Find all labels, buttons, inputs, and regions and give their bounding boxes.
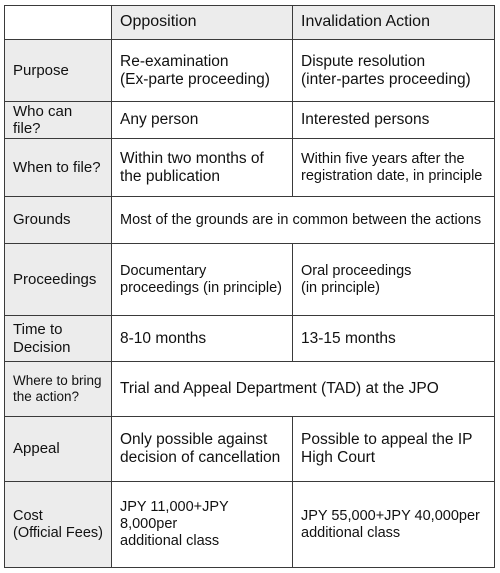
cell-appeal-opposition — [112, 417, 293, 482]
comparison-table — [4, 5, 495, 568]
table-row-who-can-file — [5, 102, 495, 139]
row-label-text: Time to Decision — [13, 321, 71, 356]
row-label-appeal — [5, 417, 112, 482]
cell-proceedings-invalidation — [293, 244, 495, 316]
cell-cost-opposition — [112, 482, 293, 568]
cell-where-combined — [112, 362, 495, 417]
table-row-proceedings — [5, 244, 495, 316]
table-row-cost — [5, 482, 495, 568]
row-label-text: Proceedings — [13, 270, 97, 288]
row-label-text: Cost (Official Fees) — [13, 507, 103, 541]
table-row-appeal — [5, 417, 495, 482]
row-label-text: When to file? — [13, 158, 101, 176]
cell-time-opposition — [112, 316, 293, 362]
cell-time-invalidation — [293, 316, 495, 362]
row-label-text: Grounds — [13, 211, 71, 229]
cell-grounds-combined — [112, 197, 495, 244]
row-label-cost — [5, 482, 112, 568]
table-row-grounds — [5, 197, 495, 244]
table-row-when-to-file — [5, 139, 495, 197]
cell-text: JPY 11,000+JPY 8,000per additional class — [120, 499, 229, 549]
row-label-where-to-bring — [5, 362, 112, 417]
cell-when-opposition — [112, 139, 293, 197]
cell-text: Most of the grounds are in common between the actions — [120, 211, 482, 228]
header-row — [5, 6, 495, 40]
cell-text: Re-examination (Ex-parte proceeding) — [120, 52, 270, 88]
cell-text: Any person — [120, 111, 199, 129]
row-label-text: Purpose — [13, 61, 69, 79]
cell-who-opposition — [112, 102, 293, 139]
table-row-purpose — [5, 40, 495, 102]
column-header-invalidation: Invalidation Action — [293, 6, 495, 40]
cell-when-invalidation — [293, 139, 495, 197]
cell-text: 13-15 months — [301, 329, 396, 347]
cell-purpose-invalidation — [293, 40, 495, 102]
cell-text: Trial and Appeal Department (TAD) at the JPO — [120, 380, 439, 398]
row-label-proceedings — [5, 244, 112, 316]
row-label-text: Who can file? — [13, 102, 73, 137]
cell-proceedings-opposition — [112, 244, 293, 316]
corner-cell — [5, 6, 112, 40]
cell-text: Only possible against decision of cancellation — [120, 431, 281, 466]
cell-text: JPY 55,000+JPY 40,000per additional class — [301, 507, 480, 541]
table-row-time-to-decision — [5, 316, 495, 362]
row-label-text: Appeal — [13, 440, 60, 458]
cell-purpose-opposition — [112, 40, 293, 102]
cell-appeal-invalidation — [293, 417, 495, 482]
row-label-text: Where to bring the action? — [13, 373, 102, 404]
row-label-grounds — [5, 197, 112, 244]
cell-who-invalidation — [293, 102, 495, 139]
row-label-who-can-file — [5, 102, 112, 139]
cell-text: Dispute resolution (inter-partes proceeding) — [301, 52, 471, 88]
row-label-when-to-file — [5, 139, 112, 197]
cell-text: Documentary proceedings (in principle) — [120, 262, 282, 296]
cell-text: Within five years after the registration date, in principle — [301, 150, 483, 184]
column-header-opposition: Opposition — [112, 6, 293, 40]
cell-text: 8-10 months — [120, 329, 207, 347]
row-label-time-to-decision — [5, 316, 112, 362]
cell-text: Within two months of the publication — [120, 149, 264, 185]
cell-text: Possible to appeal the IP High Court — [301, 431, 473, 466]
table-row-where-to-bring — [5, 362, 495, 417]
row-label-purpose — [5, 40, 112, 102]
comparison-table-container — [4, 5, 494, 567]
cell-text: Oral proceedings (in principle) — [301, 262, 412, 296]
cell-text: Interested persons — [301, 111, 430, 129]
cell-cost-invalidation — [293, 482, 495, 568]
